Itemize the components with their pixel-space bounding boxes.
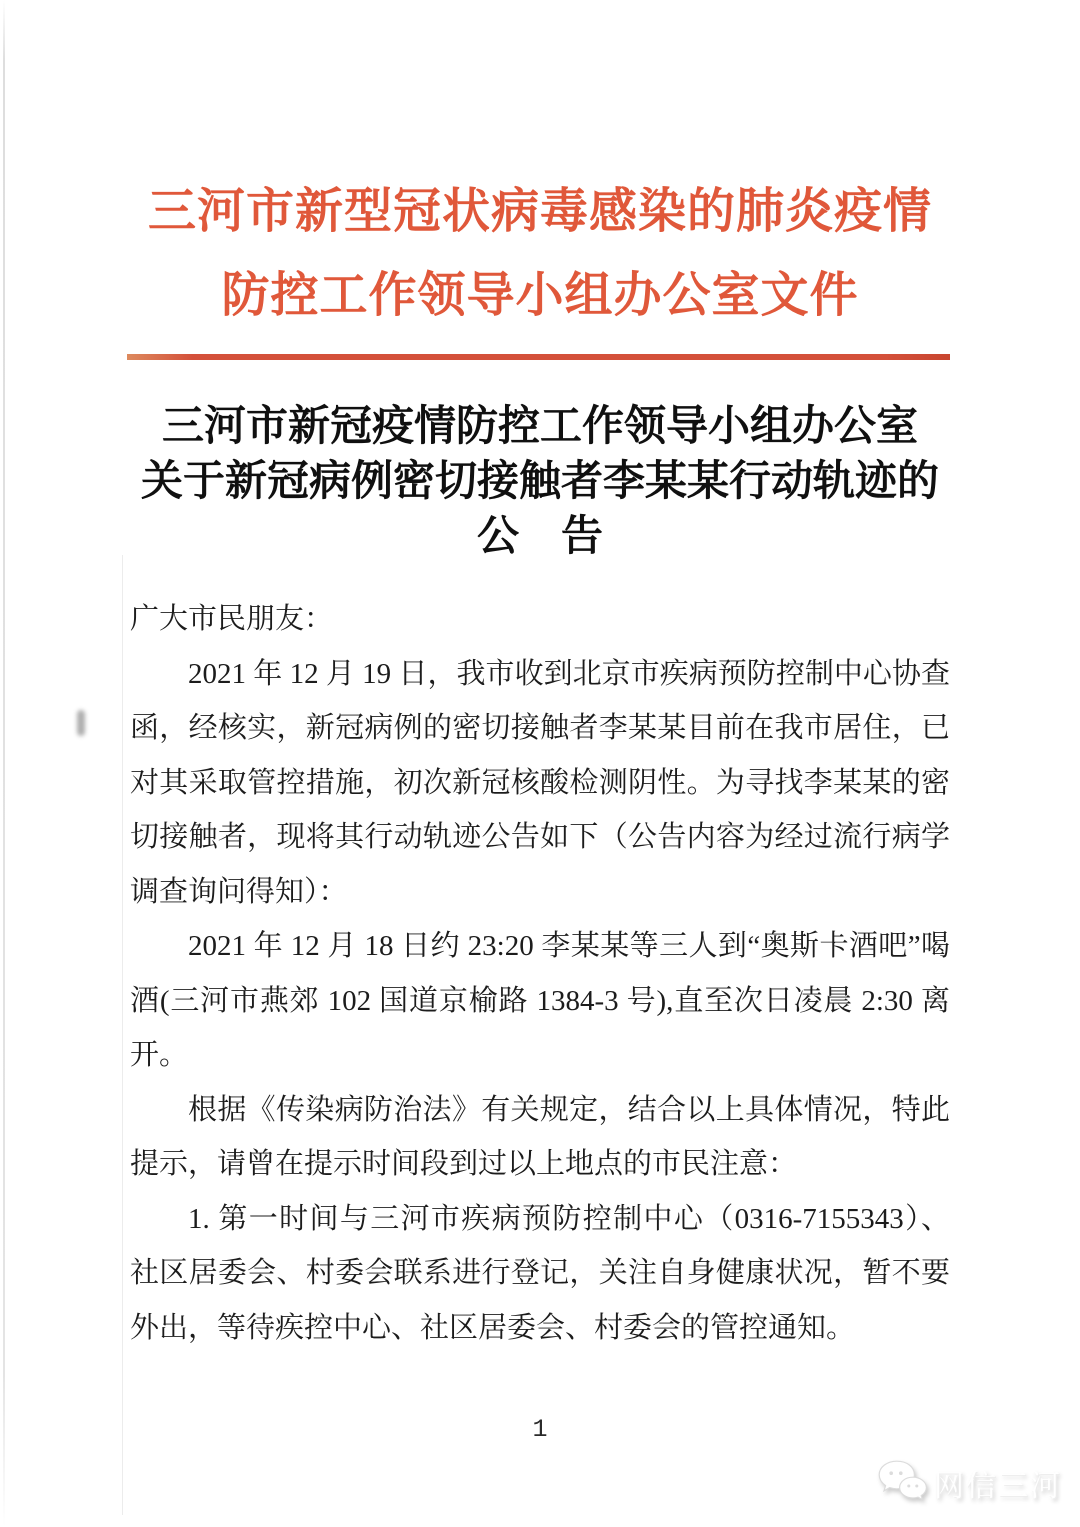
letterhead-rule	[127, 354, 950, 360]
scan-artifact	[77, 710, 85, 736]
paragraph-4: 1. 第一时间与三河市疾病预防控制中心（0316-7155343）、社区居委会、村委会联系进行登记，关注自身健康状况，暂不要外出，等待疾控中心、社区居委会、村委会的管控通知。	[130, 1202, 950, 1344]
document-body	[130, 592, 950, 1355]
document-title-line2: 关于新冠病例密切接触者李某某行动轨迹的	[140, 459, 939, 505]
letterhead-line2: 防控工作领导小组办公室文件	[221, 269, 859, 322]
scan-fold-line	[122, 555, 123, 1515]
paragraph-3: 根据《传染病防治法》有关规定，结合以上具体情况，特此提示，请曾在提示时间段到过以上地点的市民注意：	[130, 1093, 950, 1180]
document-title	[0, 400, 1080, 565]
document-title-line1: 三河市新冠疫情防控工作领导小组办公室	[161, 404, 918, 450]
paragraph-2: 2021 年 12 月 18 日约 23:20 李某某等三人到“奥斯卡酒吧”喝酒(三河市燕郊 102 国道京榆路 1384-3 号),直至次日凌晨 2:30 离开。	[130, 930, 950, 1071]
letterhead	[0, 170, 1080, 338]
document-title-line3: 公 告	[476, 514, 603, 560]
page-number: 1	[532, 1415, 548, 1444]
salutation: 广大市民朋友：	[130, 603, 334, 635]
watermark	[876, 1458, 1062, 1507]
wechat-icon	[876, 1458, 928, 1507]
watermark-text: 网信三河	[934, 1469, 1062, 1503]
letterhead-line1: 三河市新型冠状病毒感染的肺炎疫情	[147, 185, 932, 238]
paragraph-1: 2021 年 12 月 19 日，我市收到北京市疾病预防控制中心协查函，经核实，新冠病例的密切接触者李某某目前在我市居住，已对其采取管控措施，初次新冠核酸检测阴性。为寻找李某某的密切接触者，现将其行动轨迹公告如下（公告内容为经过流行病学调查询问得知）：	[130, 657, 950, 908]
